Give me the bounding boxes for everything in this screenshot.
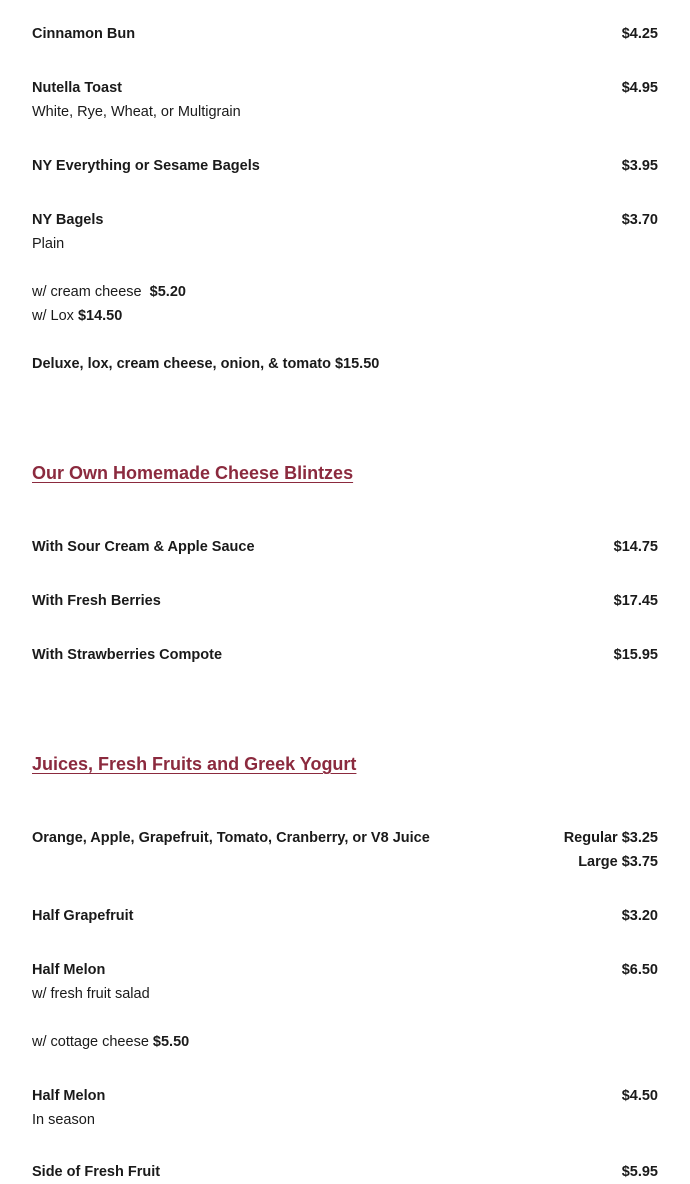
item-desc-ny-bagels: Plain bbox=[32, 236, 65, 252]
section-heading-juices[interactable]: Juices, Fresh Fruits and Greek Yogurt bbox=[32, 754, 357, 774]
section-heading-blintzes[interactable]: Our Own Homemade Cheese Blintzes bbox=[32, 463, 354, 483]
item-name-blintz-compote: With Strawberries Compote bbox=[32, 647, 223, 663]
deluxe-item bbox=[32, 352, 379, 376]
item-name-nutella-toast: Nutella Toast bbox=[32, 80, 122, 96]
item-price-blintz-berries: $17.45 bbox=[613, 593, 658, 609]
deluxe-label: Deluxe, lox, cream cheese, onion, & tomato bbox=[32, 356, 331, 372]
item-price-juice-regular: Regular $3.25 bbox=[563, 830, 658, 846]
item-price-half-melon-salad: $6.50 bbox=[621, 962, 658, 978]
item-name-ny-everything: NY Everything or Sesame Bagels bbox=[32, 158, 260, 174]
option-label: w/ cream cheese bbox=[32, 284, 142, 300]
item-price-juice-large: Large $3.75 bbox=[578, 854, 658, 870]
item-name-half-melon-season: Half Melon bbox=[32, 1088, 106, 1104]
item-desc-nutella-toast: White, Rye, Wheat, or Multigrain bbox=[32, 104, 241, 120]
option-label: w/ cottage cheese bbox=[32, 1034, 149, 1050]
item-name-cut-off: Side of Fresh Fruit bbox=[32, 1164, 161, 1180]
item-name-ny-bagels: NY Bagels bbox=[32, 212, 104, 228]
item-price-half-grapefruit: $3.20 bbox=[621, 908, 658, 924]
item-price-blintz-compote: $15.95 bbox=[613, 647, 658, 663]
option-label: w/ Lox bbox=[32, 308, 74, 324]
item-price-half-melon-season: $4.50 bbox=[621, 1088, 658, 1104]
item-name-half-melon-salad: Half Melon bbox=[32, 962, 106, 978]
item-name-half-grapefruit: Half Grapefruit bbox=[32, 908, 134, 924]
deluxe-price: $15.50 bbox=[334, 356, 380, 372]
option-cottage-cheese bbox=[32, 1030, 189, 1054]
item-desc-half-melon-salad: w/ fresh fruit salad bbox=[32, 986, 150, 1002]
item-desc-half-melon-season: In season bbox=[32, 1112, 95, 1128]
option-price: $14.50 bbox=[77, 308, 123, 324]
item-price-cinnamon-bun: $4.25 bbox=[621, 26, 658, 42]
item-name-cinnamon-bun: Cinnamon Bun bbox=[32, 26, 136, 42]
option-lox bbox=[32, 304, 122, 328]
item-price-ny-everything: $3.95 bbox=[621, 158, 658, 174]
item-price-cut-off: $5.95 bbox=[621, 1164, 658, 1180]
option-cream-cheese bbox=[32, 280, 186, 304]
item-price-nutella-toast: $4.95 bbox=[621, 80, 658, 96]
item-name-juices: Orange, Apple, Grapefruit, Tomato, Cranberry, or V8 Juice bbox=[32, 830, 430, 846]
option-price: $5.50 bbox=[152, 1034, 190, 1050]
item-name-blintz-sour-cream: With Sour Cream & Apple Sauce bbox=[32, 539, 255, 555]
item-name-blintz-berries: With Fresh Berries bbox=[32, 593, 161, 609]
item-price-ny-bagels: $3.70 bbox=[621, 212, 658, 228]
option-price: $5.20 bbox=[149, 284, 186, 300]
item-price-blintz-sour-cream: $14.75 bbox=[613, 539, 658, 555]
